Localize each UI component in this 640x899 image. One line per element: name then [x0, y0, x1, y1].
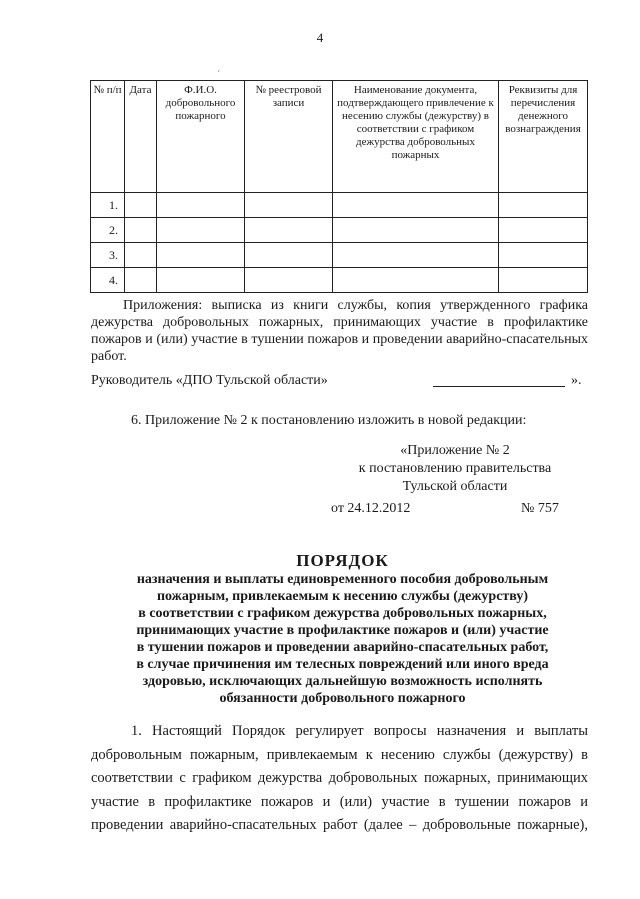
- table-row: [91, 193, 588, 218]
- col-header-date: Дата: [125, 81, 157, 193]
- document-title: [95, 552, 590, 707]
- paragraph-line: участие в профилактике пожаров и (или) участие в тушении пожаров и: [91, 793, 588, 810]
- item-6-text: 6. Приложение № 2 к постановлению изложить в новой редакции:: [131, 413, 527, 428]
- title-line: в тушении пожаров и проведении аварийно-спасательных работ,: [136, 640, 549, 655]
- annex-header: [330, 442, 580, 496]
- table-row: [91, 218, 588, 243]
- table-cell: [333, 268, 499, 293]
- signature-line: [433, 386, 565, 387]
- title-line: обязанности добровольного пожарного: [219, 691, 466, 706]
- table-cell: [333, 193, 499, 218]
- annex-number: № 757: [521, 501, 559, 516]
- paragraph-line: добровольным пожарным, привлекаемым к несению службы (дежурству) в: [91, 746, 588, 763]
- table-cell: [157, 243, 245, 268]
- table-cell: [245, 193, 333, 218]
- row-number: 2.: [91, 218, 125, 243]
- scan-mark: ´: [217, 70, 221, 81]
- row-number: 4.: [91, 268, 125, 293]
- paragraph-1: [91, 720, 588, 838]
- appendix-line: дежурства добровольных пожарных, принимающих участие в профилактике: [91, 315, 588, 330]
- table-cell: [157, 193, 245, 218]
- paragraph-line: проведении аварийно-спасательных работ (далее – добровольные пожарные),: [91, 817, 588, 833]
- col-header-fio: Ф.И.О. добровольного пожарного: [157, 81, 245, 193]
- table-row: [91, 268, 588, 293]
- col-header-number: № п/п: [91, 81, 125, 193]
- appendix-line: работ.: [91, 349, 127, 364]
- col-header-document: Наименование документа, подтверждающего привлечение к несению службы (дежурству) в соответствии с графиком дежурства добровольных пожарных: [333, 81, 499, 193]
- title-line: принимающих участие в профилактике пожаров и (или) участие: [136, 623, 549, 638]
- table-cell: [125, 268, 157, 293]
- table-cell: [125, 218, 157, 243]
- table-cell: [245, 243, 333, 268]
- col-header-registry: № реестровой записи: [245, 81, 333, 193]
- annex-title: «Приложение № 2: [400, 443, 510, 458]
- table-cell: [333, 243, 499, 268]
- table-cell: [499, 268, 588, 293]
- table-cell: [499, 218, 588, 243]
- title-line: в соответствии с графиком дежурства добровольных пожарных,: [138, 606, 547, 621]
- table-cell: [245, 268, 333, 293]
- row-number: 1.: [91, 193, 125, 218]
- table-cell: [157, 218, 245, 243]
- annex-line: Тульской области: [402, 479, 508, 494]
- col-header-requisites: Реквизиты для перечисления денежного вознаграждения: [499, 81, 588, 193]
- appendix-note: [91, 297, 588, 365]
- duty-table: [90, 80, 588, 293]
- table-cell: [333, 218, 499, 243]
- title-line: в случае причинения им телесных повреждений или иного вреда: [136, 657, 549, 672]
- row-number: 3.: [91, 243, 125, 268]
- annex-line: к постановлению правительства: [358, 461, 552, 476]
- paragraph-line: 1. Настоящий Порядок регулирует вопросы назначения и выплаты: [131, 723, 588, 739]
- closing-quote: ».: [571, 373, 582, 388]
- table-row: [91, 243, 588, 268]
- table-cell: [245, 218, 333, 243]
- table-cell: [499, 193, 588, 218]
- table-cell: [125, 243, 157, 268]
- table-cell: [125, 193, 157, 218]
- table-header-row: [91, 81, 588, 193]
- table-cell: [499, 243, 588, 268]
- page-number: 4: [316, 30, 324, 45]
- annex-date: от 24.12.2012: [331, 501, 411, 516]
- appendix-line: Приложения: выписка из книги службы, копия утвержденного графика: [123, 298, 588, 313]
- appendix-line: пожаров и (или) участие в тушении пожаров и проведении аварийно-спасательных: [91, 332, 588, 347]
- paragraph-line: соответствии с графиком дежурства добровольных пожарных, принимающих: [91, 770, 588, 786]
- head-signature-label: Руководитель «ДПО Тульской области»: [91, 373, 328, 388]
- title-line: пожарным, привлекаемым к несению службы (дежурству): [156, 589, 529, 604]
- title-line: назначения и выплаты единовременного пособия добровольным: [136, 572, 549, 587]
- title-main: ПОРЯДОК: [296, 551, 389, 570]
- table-cell: [157, 268, 245, 293]
- title-line: здоровью, исключающих дальнейшую возможность исполнять: [142, 674, 543, 689]
